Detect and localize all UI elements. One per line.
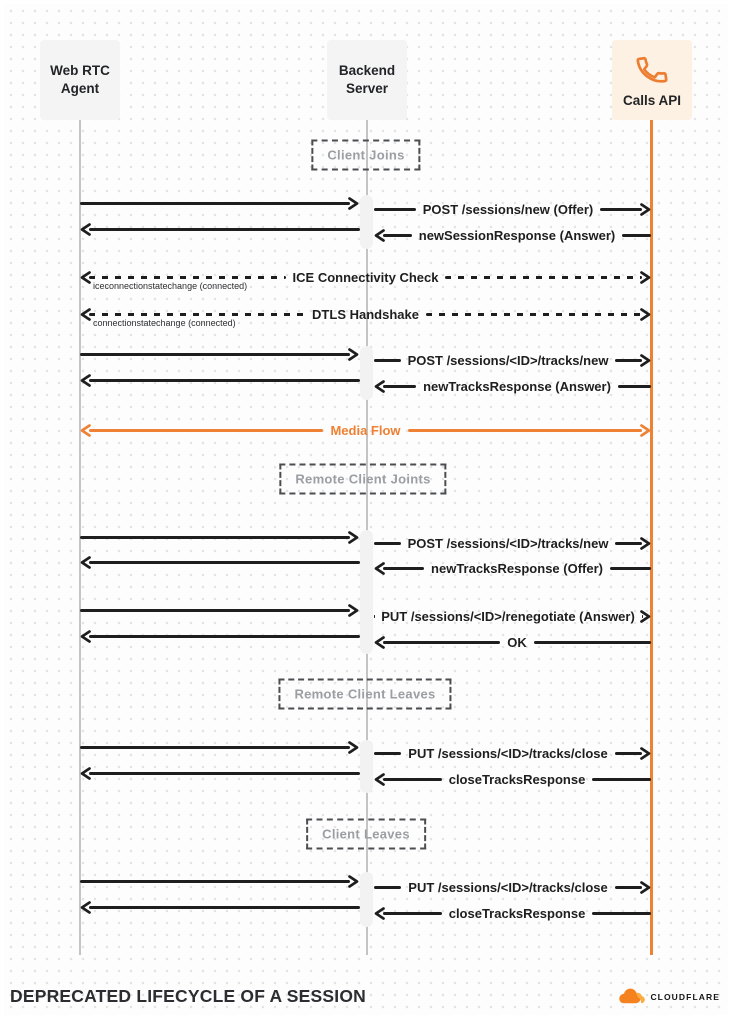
event-label: connectionstatechange (connected) [93, 318, 236, 328]
message-arrow [80, 554, 360, 570]
section-label: Remote Client Leaves [278, 679, 451, 710]
message-arrow [374, 879, 651, 895]
message-label: PUT /sessions/<ID>/tracks/close [408, 879, 608, 895]
arrowhead-right-icon [346, 348, 359, 361]
actor-box-calls-api [612, 40, 692, 120]
message-label: newTracksResponse (Answer) [423, 378, 611, 394]
message-label: PUT /sessions/<ID>/tracks/close [408, 745, 608, 761]
message-arrow [80, 765, 360, 781]
message-arrow [374, 771, 651, 787]
cloudflare-brand-text: CLOUDFLARE [650, 991, 720, 1002]
message-label: newSessionResponse (Answer) [418, 227, 616, 243]
message-label: closeTracksResponse [448, 771, 586, 787]
section-label: Remote Client Joints [279, 464, 446, 495]
cloudflare-logo-icon [614, 987, 646, 1006]
message-arrow [80, 602, 359, 618]
arrowhead-right-icon [638, 747, 651, 760]
message-arrow [374, 378, 651, 394]
arrowhead-right-icon [346, 604, 359, 617]
message-label: ICE Connectivity Check [292, 269, 439, 285]
message-arrow [374, 745, 651, 761]
event-label: iceconnectionstatechange (connected) [93, 281, 248, 291]
message-label: PUT /sessions/<ID>/renegotiate (Answer) [381, 608, 635, 624]
actor-label-backend-server: Backend Server [338, 62, 396, 96]
message-arrow [80, 628, 360, 644]
message-arrow [80, 346, 359, 362]
message-arrow [80, 899, 360, 915]
actor-label-calls-api: Calls API [622, 93, 682, 109]
section-label: Client Leaves [306, 819, 426, 850]
cloudflare-brand [614, 987, 720, 1006]
message-arrow [80, 529, 359, 545]
message-arrow [374, 352, 651, 368]
arrowhead-right-icon [638, 308, 651, 321]
section-label: Client Joins [311, 140, 420, 171]
message-arrow [374, 608, 651, 624]
message-arrow [80, 195, 359, 211]
message-arrow [374, 905, 651, 921]
message-label: POST /sessions/new (Offer) [422, 201, 594, 217]
message-arrow [374, 560, 651, 576]
message-label: closeTracksResponse [448, 905, 586, 921]
diagram-title: DEPRECATED LIFECYCLE OF A SESSION [10, 986, 366, 1006]
message-arrow [374, 634, 651, 650]
actor-box-webrtc-agent [40, 40, 120, 120]
phone-icon [635, 53, 669, 87]
arrowhead-right-icon [346, 741, 359, 754]
activation-bar [360, 530, 373, 654]
message-arrow [374, 535, 651, 551]
activation-bar [360, 346, 373, 400]
activation-bar [360, 195, 373, 249]
message-arrow [374, 227, 651, 243]
arrowhead-right-icon [638, 610, 651, 623]
message-arrow [80, 873, 359, 889]
actor-box-backend-server [327, 40, 407, 120]
message-arrow [80, 221, 360, 237]
arrowhead-right-icon [638, 537, 651, 550]
message-arrow [80, 372, 360, 388]
message-label: newTracksResponse (Offer) [431, 560, 603, 576]
activation-bar [360, 740, 373, 793]
arrowhead-right-icon [638, 424, 651, 437]
message-arrow [80, 739, 359, 755]
message-arrow [374, 201, 651, 217]
message-label: POST /sessions/<ID>/tracks/new [407, 535, 609, 551]
arrowhead-right-icon [346, 875, 359, 888]
activation-bar [360, 872, 373, 927]
arrowhead-right-icon [638, 881, 651, 894]
arrowhead-right-icon [638, 354, 651, 367]
arrowhead-right-icon [638, 203, 651, 216]
message-label: DTLS Handshake [312, 306, 419, 322]
arrowhead-right-icon [638, 271, 651, 284]
message-label: OK [507, 634, 527, 650]
message-label: Media Flow [330, 422, 401, 438]
message-label: POST /sessions/<ID>/tracks/new [407, 352, 609, 368]
arrowhead-right-icon [346, 197, 359, 210]
actor-label-webrtc-agent: Web RTC Agent [50, 62, 110, 96]
message-arrow [80, 422, 651, 438]
arrowhead-right-icon [346, 531, 359, 544]
